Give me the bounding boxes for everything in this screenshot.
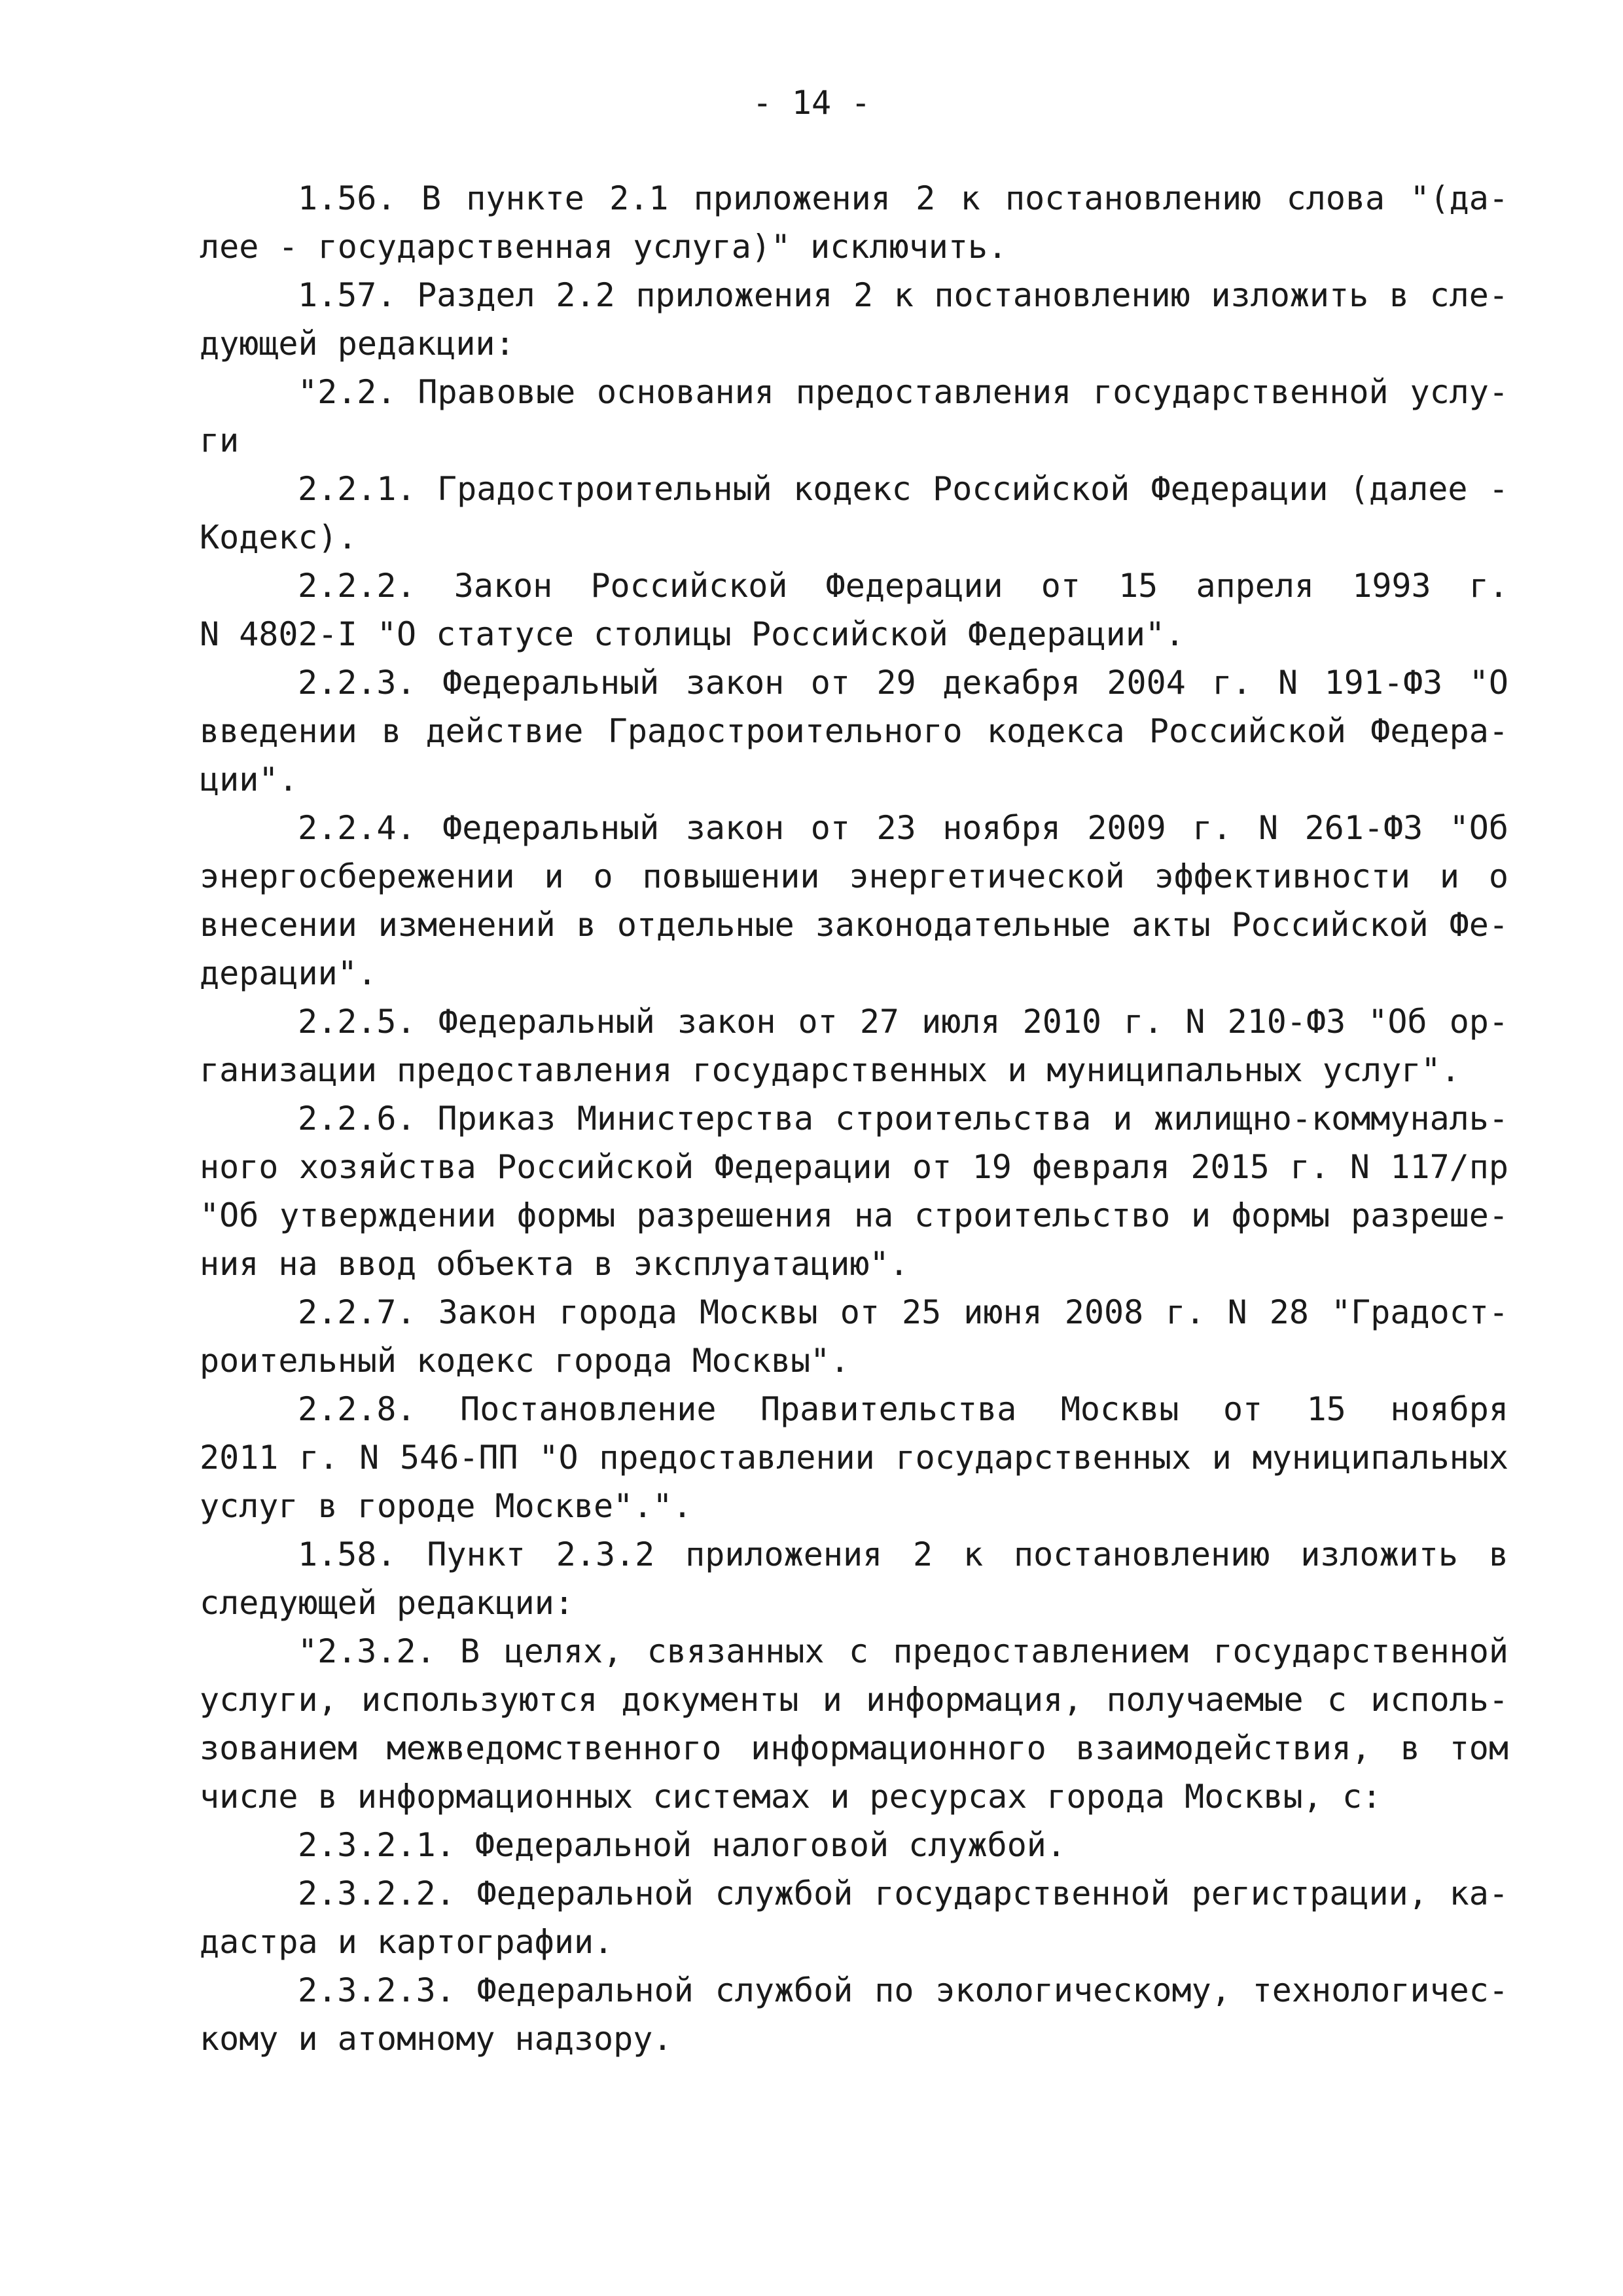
item-2-2-4-line-3: внесении изменений в отдельные законодательные акты Российской Фе- <box>200 906 1508 944</box>
paragraph-1-57-line-1: 1.57. Раздел 2.2 приложения 2 к постановлению изложить в сле- <box>298 276 1508 314</box>
item-2-2-6-line-1: 2.2.6. Приказ Министерства строительства и жилищно-коммуналь- <box>298 1100 1508 1138</box>
item-2-2-8-line-1: 2.2.8. Постановление Правительства Москвы от 15 ноября <box>298 1390 1508 1428</box>
item-2-3-2-1-line-1: 2.3.2.1. Федеральной налоговой службой. <box>298 1826 1066 1864</box>
item-2-2-2-line-2: N 4802-I "О статусе столицы Российской Федерации". <box>200 615 1185 653</box>
item-2-2-5-line-1: 2.2.5. Федеральный закон от 27 июля 2010 г. N 210-ФЗ "Об ор- <box>298 1003 1508 1041</box>
paragraph-1-58-line-2: следующей редакции: <box>200 1584 574 1622</box>
item-2-3-2-line-2: услуги, используются документы и информация, получаемые с исполь- <box>200 1681 1508 1719</box>
item-2-2-6-line-2: ного хозяйства Российской Федерации от 19 февраля 2015 г. N 117/пр <box>200 1148 1508 1186</box>
item-2-2-3-line-3: ции". <box>200 761 298 798</box>
item-2-2-2-line-1: 2.2.2. Закон Российской Федерации от 15 апреля 1993 г. <box>298 567 1508 605</box>
section-2-2-title-line-1: "2.2. Правовые основания предоставления государственной услу- <box>298 373 1508 411</box>
item-2-2-8-line-2: 2011 г. N 546-ПП "О предоставлении государственных и муниципальных <box>200 1439 1508 1477</box>
item-2-2-1-line-1: 2.2.1. Градостроительный кодекс Российской Федерации (далее - <box>298 470 1508 508</box>
item-2-2-3-line-1: 2.2.3. Федеральный закон от 29 декабря 2004 г. N 191-ФЗ "О <box>298 664 1508 702</box>
item-2-3-2-line-3: зованием межведомственного информационного взаимодействия, в том <box>200 1729 1508 1767</box>
section-2-2-title-line-2: ги <box>200 422 240 459</box>
item-2-2-7-line-1: 2.2.7. Закон города Москвы от 25 июня 2008 г. N 28 "Градост- <box>298 1293 1508 1331</box>
item-2-2-4-line-2: энергосбережении и о повышении энергетической эффективности и о <box>200 857 1508 895</box>
item-2-2-6-line-3: "Об утверждении формы разрешения на строительство и формы разреше- <box>200 1196 1508 1234</box>
paragraph-1-57-line-2: дующей редакции: <box>200 325 515 363</box>
document-body <box>200 174 1508 2063</box>
paragraph-1-56-line-1: 1.56. В пункте 2.1 приложения 2 к постановлению слова "(да- <box>298 179 1508 217</box>
item-2-3-2-line-4: числе в информационных системах и ресурсах города Москвы, с: <box>200 1778 1382 1816</box>
item-2-3-2-2-line-2: дастра и картографии. <box>200 1923 614 1961</box>
item-2-2-5-line-2: ганизации предоставления государственных и муниципальных услуг". <box>200 1051 1461 1089</box>
item-2-3-2-line-1: "2.3.2. В целях, связанных с предоставлением государственной <box>298 1632 1508 1670</box>
item-2-3-2-3-line-2: кому и атомному надзору. <box>200 2020 673 2058</box>
paragraph-1-58-line-1: 1.58. Пункт 2.3.2 приложения 2 к постановлению изложить в <box>298 1535 1508 1573</box>
item-2-2-7-line-2: роительный кодекс города Москвы". <box>200 1342 850 1380</box>
item-2-2-4-line-1: 2.2.4. Федеральный закон от 23 ноября 2009 г. N 261-ФЗ "Об <box>298 809 1508 847</box>
item-2-3-2-3-line-1: 2.3.2.3. Федеральной службой по экологическому, технологичес- <box>298 1971 1508 2009</box>
item-2-2-3-line-2: введении в действие Градостроительного кодекса Российской Федера- <box>200 712 1508 750</box>
item-2-2-4-line-4: дерации". <box>200 954 377 992</box>
item-2-2-8-line-3: услуг в городе Москве".". <box>200 1487 692 1525</box>
item-2-2-1-line-2: Кодекс). <box>200 518 357 556</box>
item-2-2-6-line-4: ния на ввод объекта в эксплуатацию". <box>200 1245 909 1283</box>
page-number: - 14 - <box>752 84 871 122</box>
item-2-3-2-2-line-1: 2.3.2.2. Федеральной службой государственной регистрации, ка- <box>298 1874 1508 1912</box>
paragraph-1-56-line-2: лее - государственная услуга)" исключить. <box>200 228 1008 266</box>
